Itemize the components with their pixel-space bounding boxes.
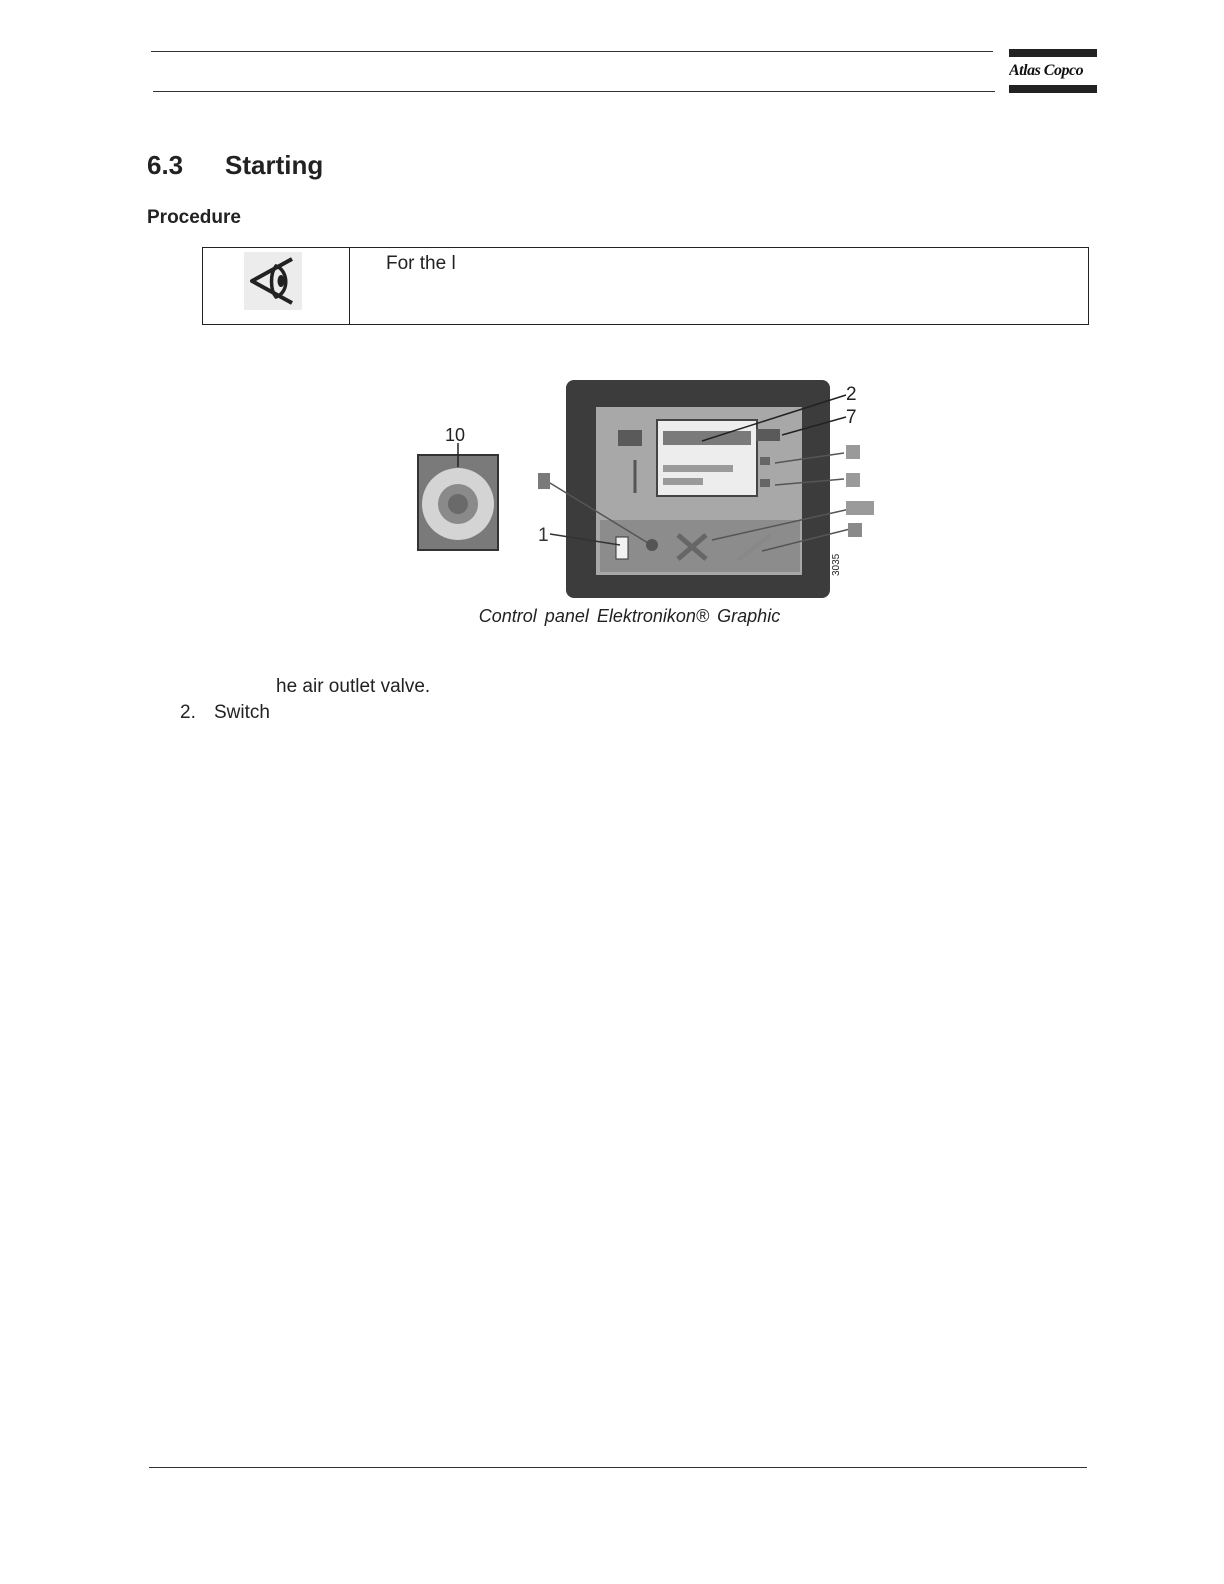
note-text: For the l bbox=[386, 253, 456, 274]
brand-logo bbox=[1009, 49, 1097, 93]
note-divider bbox=[349, 248, 350, 324]
header-rule-top bbox=[151, 51, 993, 52]
step-2-text: Switch bbox=[214, 702, 270, 723]
header-rule-bottom bbox=[153, 91, 995, 92]
procedure-heading: Procedure bbox=[147, 207, 241, 228]
step-1-text: he air outlet valve. bbox=[276, 676, 431, 697]
footer-rule bbox=[149, 1467, 1087, 1468]
section-number: 6.3 bbox=[147, 150, 184, 180]
section-title: Starting bbox=[225, 150, 324, 180]
emergency-stop-button-image bbox=[418, 455, 498, 550]
controller-panel-image bbox=[566, 380, 842, 598]
logo-bar-bottom bbox=[1009, 85, 1097, 93]
callout-10: 10 bbox=[445, 425, 466, 445]
note-box bbox=[202, 247, 1089, 325]
step-2-number: 2. bbox=[180, 702, 196, 723]
eye-icon bbox=[244, 252, 302, 310]
figure-caption: Control panel Elektronikon® Graphic bbox=[478, 606, 781, 626]
svg-text:3035: 3035 bbox=[831, 553, 842, 576]
callout-2: 2 bbox=[846, 384, 857, 405]
control-panel-figure bbox=[410, 375, 890, 603]
logo-wordmark: Atlas Copco bbox=[1009, 62, 1084, 79]
callout-7: 7 bbox=[846, 407, 857, 428]
logo-bar-top bbox=[1009, 49, 1097, 57]
callout-1: 1 bbox=[538, 525, 549, 546]
